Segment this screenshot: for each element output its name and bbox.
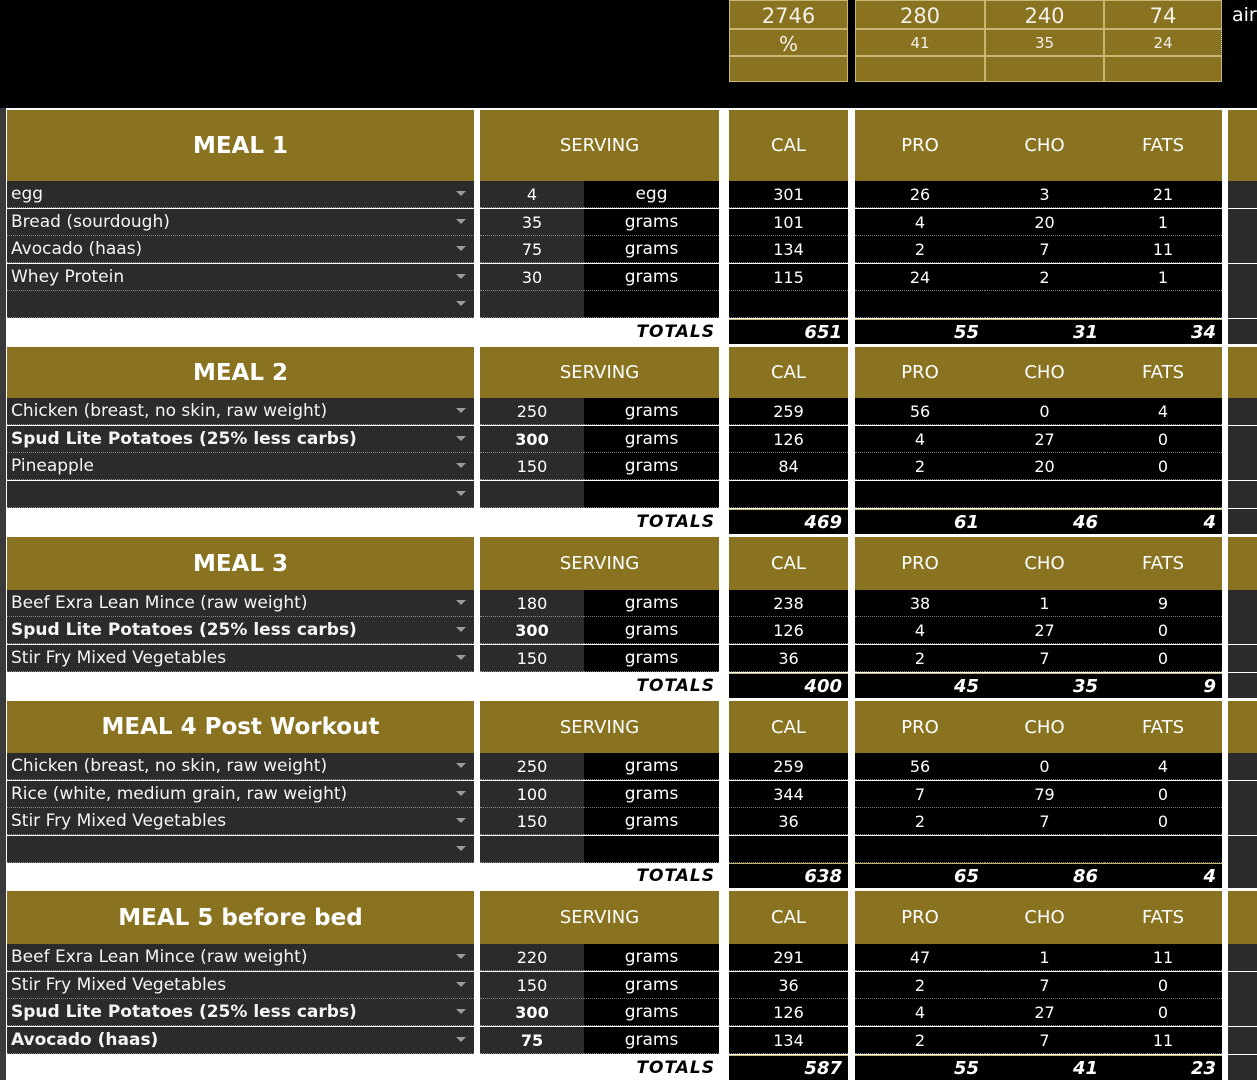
unit-cell: egg <box>584 181 719 208</box>
meal-title: MEAL 5 before bed <box>7 891 474 944</box>
row-edge <box>1228 808 1257 835</box>
quantity-input[interactable]: 150 <box>480 453 584 480</box>
cal-value: 126 <box>729 999 848 1026</box>
totals-spacer <box>7 863 480 888</box>
row-edge <box>1228 836 1257 863</box>
chevron-down-icon[interactable] <box>456 219 466 224</box>
food-select[interactable] <box>7 481 474 508</box>
cal-total: 651 <box>729 319 848 344</box>
fats-value: 21 <box>1104 181 1222 208</box>
quantity-input[interactable]: 300 <box>480 426 584 453</box>
food-select[interactable]: Spud Lite Potatoes (25% less carbs) <box>7 426 474 453</box>
fats-header: FATS <box>1104 701 1222 753</box>
cho-value <box>985 291 1104 318</box>
cho-total: 35 <box>985 673 1104 698</box>
quantity-input[interactable]: 300 <box>480 617 584 644</box>
unit-cell <box>584 836 719 863</box>
row-edge <box>1228 236 1257 263</box>
fats-value: 9 <box>1104 590 1222 617</box>
quantity-input[interactable]: 150 <box>480 645 584 672</box>
unit-cell: grams <box>584 972 719 999</box>
cal-value: 134 <box>729 1027 848 1054</box>
cal-value: 134 <box>729 236 848 263</box>
pro-value: 56 <box>855 398 985 425</box>
cal-total: 587 <box>729 1055 848 1080</box>
totals-edge <box>1228 509 1257 534</box>
quantity-input[interactable]: 30 <box>480 264 584 291</box>
food-select[interactable]: Rice (white, medium grain, raw weight) <box>7 781 474 808</box>
column-gutter <box>848 108 855 1080</box>
pro-header: PRO <box>855 110 985 181</box>
chevron-down-icon[interactable] <box>456 846 466 851</box>
chevron-down-icon[interactable] <box>456 491 466 496</box>
protein-percent: 41 <box>855 29 985 56</box>
chevron-down-icon[interactable] <box>456 191 466 196</box>
meal-title: MEAL 1 <box>7 110 474 181</box>
quantity-input[interactable]: 300 <box>480 999 584 1026</box>
header-edge <box>1228 347 1257 398</box>
cal-header: CAL <box>729 891 848 944</box>
fats-value: 0 <box>1104 617 1222 644</box>
fats-total: 23 <box>1104 1055 1222 1080</box>
food-select[interactable]: Bread (sourdough) <box>7 209 474 236</box>
cho-value: 7 <box>985 808 1104 835</box>
pro-value: 24 <box>855 264 985 291</box>
cal-total: 638 <box>729 863 848 888</box>
cal-value: 259 <box>729 753 848 780</box>
cal-value: 36 <box>729 645 848 672</box>
unit-cell: grams <box>584 590 719 617</box>
unit-cell: grams <box>584 999 719 1026</box>
totals-label: TOTALS <box>480 673 719 698</box>
row-edge <box>1228 645 1257 672</box>
pro-value <box>855 836 985 863</box>
quantity-input[interactable]: 4 <box>480 181 584 208</box>
header-edge <box>1228 701 1257 753</box>
fats-value: 0 <box>1104 426 1222 453</box>
row-edge <box>1228 209 1257 236</box>
unit-cell: grams <box>584 264 719 291</box>
food-select[interactable]: Whey Protein <box>7 264 474 291</box>
left-border <box>0 108 6 1080</box>
unit-cell: grams <box>584 753 719 780</box>
pro-value <box>855 481 985 508</box>
row-edge <box>1228 481 1257 508</box>
pro-value: 2 <box>855 645 985 672</box>
pro-value: 2 <box>855 453 985 480</box>
pro-value: 2 <box>855 1027 985 1054</box>
unit-cell: grams <box>584 426 719 453</box>
cho-value: 20 <box>985 453 1104 480</box>
pro-value: 26 <box>855 181 985 208</box>
cho-value: 0 <box>985 753 1104 780</box>
total-calories: 2746 <box>729 0 848 29</box>
quantity-input[interactable]: 220 <box>480 944 584 971</box>
chevron-down-icon[interactable] <box>456 954 466 959</box>
summary-empty-cell <box>855 56 985 82</box>
row-edge <box>1228 753 1257 780</box>
fats-value <box>1104 836 1222 863</box>
row-edge <box>1228 999 1257 1026</box>
fats-value <box>1104 291 1222 318</box>
column-gutter <box>474 108 480 1080</box>
fats-value <box>1104 481 1222 508</box>
unit-cell: grams <box>584 398 719 425</box>
food-select[interactable]: Chicken (breast, no skin, raw weight) <box>7 398 474 425</box>
pro-value: 2 <box>855 236 985 263</box>
unit-cell <box>584 291 719 318</box>
header-edge <box>1228 110 1257 181</box>
serving-header: SERVING <box>480 701 719 753</box>
fats-header: FATS <box>1104 347 1222 398</box>
fats-value: 1 <box>1104 209 1222 236</box>
cho-value: 1 <box>985 590 1104 617</box>
fats-percent: 24 <box>1104 29 1222 56</box>
quantity-input[interactable]: 250 <box>480 398 584 425</box>
totals-label: TOTALS <box>480 863 719 888</box>
fats-total: 4 <box>1104 509 1222 534</box>
cho-value: 7 <box>985 972 1104 999</box>
cho-value: 7 <box>985 645 1104 672</box>
food-select[interactable]: Spud Lite Potatoes (25% less carbs) <box>7 617 474 644</box>
chevron-down-icon[interactable] <box>456 301 466 306</box>
cho-value: 27 <box>985 617 1104 644</box>
food-select[interactable]: Avocado (haas) <box>7 236 474 263</box>
chevron-down-icon[interactable] <box>456 463 466 468</box>
chevron-down-icon[interactable] <box>456 436 466 441</box>
chevron-down-icon[interactable] <box>456 408 466 413</box>
cho-total: 31 <box>985 319 1104 344</box>
serving-header: SERVING <box>480 110 719 181</box>
food-select[interactable]: egg <box>7 181 474 208</box>
cal-value <box>729 836 848 863</box>
summary-empty-cell <box>1104 56 1222 82</box>
chevron-down-icon[interactable] <box>456 1009 466 1014</box>
cal-value: 36 <box>729 972 848 999</box>
pro-header: PRO <box>855 701 985 753</box>
chevron-down-icon[interactable] <box>456 791 466 796</box>
cho-value: 27 <box>985 426 1104 453</box>
cal-value: 259 <box>729 398 848 425</box>
cal-header: CAL <box>729 537 848 590</box>
cal-value: 101 <box>729 209 848 236</box>
unit-cell: grams <box>584 645 719 672</box>
pro-total: 55 <box>855 1055 985 1080</box>
chevron-down-icon[interactable] <box>456 818 466 823</box>
quantity-input[interactable]: 150 <box>480 808 584 835</box>
quantity-input[interactable] <box>480 836 584 863</box>
pro-value <box>855 291 985 318</box>
quantity-input[interactable]: 150 <box>480 972 584 999</box>
cho-value: 1 <box>985 944 1104 971</box>
row-edge <box>1228 453 1257 480</box>
quantity-input[interactable]: 180 <box>480 590 584 617</box>
pro-value: 4 <box>855 999 985 1026</box>
fats-value: 11 <box>1104 236 1222 263</box>
fats-value: 0 <box>1104 972 1222 999</box>
totals-spacer <box>7 673 480 698</box>
cho-value: 2 <box>985 264 1104 291</box>
fats-header: FATS <box>1104 891 1222 944</box>
cal-total: 400 <box>729 673 848 698</box>
cho-value: 79 <box>985 781 1104 808</box>
cal-value: 344 <box>729 781 848 808</box>
quantity-input[interactable] <box>480 291 584 318</box>
cal-value: 115 <box>729 264 848 291</box>
total-carbs: 240 <box>985 0 1104 29</box>
pro-header: PRO <box>855 891 985 944</box>
pro-value: 56 <box>855 753 985 780</box>
column-gutter <box>719 108 729 1080</box>
cho-header: CHO <box>985 347 1104 398</box>
chevron-down-icon[interactable] <box>456 274 466 279</box>
cho-value: 3 <box>985 181 1104 208</box>
cho-value <box>985 836 1104 863</box>
pro-value: 2 <box>855 808 985 835</box>
cho-header: CHO <box>985 701 1104 753</box>
column-gutter <box>1222 108 1228 1080</box>
cal-value: 291 <box>729 944 848 971</box>
pro-value: 4 <box>855 426 985 453</box>
unit-cell: grams <box>584 617 719 644</box>
cal-value: 238 <box>729 590 848 617</box>
fats-value: 0 <box>1104 645 1222 672</box>
cho-total: 41 <box>985 1055 1104 1080</box>
unit-cell: grams <box>584 1027 719 1054</box>
row-edge <box>1228 617 1257 644</box>
fats-total: 9 <box>1104 673 1222 698</box>
totals-edge <box>1228 319 1257 344</box>
food-select[interactable] <box>7 291 474 318</box>
meal-title: MEAL 3 <box>7 537 474 590</box>
fats-header: FATS <box>1104 537 1222 590</box>
fats-value: 4 <box>1104 398 1222 425</box>
totals-label: TOTALS <box>480 509 719 534</box>
cho-header: CHO <box>985 537 1104 590</box>
cal-value: 301 <box>729 181 848 208</box>
totals-edge <box>1228 1055 1257 1080</box>
fats-total: 4 <box>1104 863 1222 888</box>
cal-header: CAL <box>729 701 848 753</box>
percent-label: % <box>729 29 848 56</box>
pro-value: 4 <box>855 209 985 236</box>
unit-cell <box>584 481 719 508</box>
cal-header: CAL <box>729 347 848 398</box>
quantity-input[interactable]: 250 <box>480 753 584 780</box>
fats-header: FATS <box>1104 110 1222 181</box>
pro-value: 4 <box>855 617 985 644</box>
totals-spacer <box>7 319 480 344</box>
row-edge <box>1228 944 1257 971</box>
cho-header: CHO <box>985 110 1104 181</box>
row-edge <box>1228 972 1257 999</box>
chevron-down-icon[interactable] <box>456 627 466 632</box>
pro-value: 38 <box>855 590 985 617</box>
fats-value: 0 <box>1104 999 1222 1026</box>
total-protein: 280 <box>855 0 985 29</box>
food-select[interactable] <box>7 836 474 863</box>
quantity-input[interactable]: 100 <box>480 781 584 808</box>
fats-value: 4 <box>1104 753 1222 780</box>
cho-total: 86 <box>985 863 1104 888</box>
unit-cell: grams <box>584 808 719 835</box>
row-edge <box>1228 781 1257 808</box>
cal-value: 126 <box>729 617 848 644</box>
pro-header: PRO <box>855 347 985 398</box>
row-edge <box>1228 398 1257 425</box>
unit-cell: grams <box>584 209 719 236</box>
serving-header: SERVING <box>480 537 719 590</box>
header-edge <box>1228 537 1257 590</box>
food-select[interactable]: Stir Fry Mixed Vegetables <box>7 972 474 999</box>
pro-value: 47 <box>855 944 985 971</box>
cho-total: 46 <box>985 509 1104 534</box>
meal-title: MEAL 4 Post Workout <box>7 701 474 753</box>
overflow-text: air <box>1232 4 1257 26</box>
chevron-down-icon[interactable] <box>456 600 466 605</box>
fats-value: 0 <box>1104 453 1222 480</box>
pro-total: 55 <box>855 319 985 344</box>
food-select[interactable]: Spud Lite Potatoes (25% less carbs) <box>7 999 474 1026</box>
cal-value <box>729 481 848 508</box>
fats-value: 1 <box>1104 264 1222 291</box>
fats-value: 11 <box>1104 1027 1222 1054</box>
quantity-input[interactable]: 35 <box>480 209 584 236</box>
row-edge <box>1228 264 1257 291</box>
cho-value: 0 <box>985 398 1104 425</box>
meal-title: MEAL 2 <box>7 347 474 398</box>
cal-value <box>729 291 848 318</box>
cho-value: 27 <box>985 999 1104 1026</box>
cal-value: 84 <box>729 453 848 480</box>
total-fats: 74 <box>1104 0 1222 29</box>
pro-value: 7 <box>855 781 985 808</box>
quantity-input[interactable]: 75 <box>480 236 584 263</box>
row-edge <box>1228 291 1257 318</box>
cho-value: 7 <box>985 1027 1104 1054</box>
food-select[interactable]: Chicken (breast, no skin, raw weight) <box>7 753 474 780</box>
cho-value <box>985 481 1104 508</box>
totals-edge <box>1228 863 1257 888</box>
fats-value: 11 <box>1104 944 1222 971</box>
unit-cell: grams <box>584 236 719 263</box>
row-edge <box>1228 1027 1257 1054</box>
pro-header: PRO <box>855 537 985 590</box>
row-edge <box>1228 181 1257 208</box>
pro-total: 65 <box>855 863 985 888</box>
row-edge <box>1228 426 1257 453</box>
food-select[interactable]: Pineapple <box>7 453 474 480</box>
unit-cell: grams <box>584 781 719 808</box>
quantity-input[interactable] <box>480 481 584 508</box>
food-select[interactable]: Stir Fry Mixed Vegetables <box>7 808 474 835</box>
chevron-down-icon[interactable] <box>456 655 466 660</box>
serving-header: SERVING <box>480 347 719 398</box>
food-select[interactable]: Beef Exra Lean Mince (raw weight) <box>7 590 474 617</box>
unit-cell: grams <box>584 944 719 971</box>
totals-label: TOTALS <box>480 319 719 344</box>
totals-label: TOTALS <box>480 1055 719 1080</box>
cal-total: 469 <box>729 509 848 534</box>
unit-cell: grams <box>584 453 719 480</box>
serving-header: SERVING <box>480 891 719 944</box>
cho-header: CHO <box>985 891 1104 944</box>
cho-value: 7 <box>985 236 1104 263</box>
pro-total: 45 <box>855 673 985 698</box>
pro-total: 61 <box>855 509 985 534</box>
summary-empty-cell <box>729 56 848 82</box>
carbs-percent: 35 <box>985 29 1104 56</box>
fats-value: 0 <box>1104 781 1222 808</box>
cal-value: 126 <box>729 426 848 453</box>
cal-value: 36 <box>729 808 848 835</box>
header-edge <box>1228 891 1257 944</box>
cal-header: CAL <box>729 110 848 181</box>
pro-value: 2 <box>855 972 985 999</box>
quantity-input[interactable]: 75 <box>480 1027 584 1054</box>
chevron-down-icon[interactable] <box>456 1037 466 1042</box>
row-edge <box>1228 590 1257 617</box>
totals-spacer <box>7 509 480 534</box>
totals-edge <box>1228 673 1257 698</box>
food-select[interactable]: Stir Fry Mixed Vegetables <box>7 645 474 672</box>
summary-empty-cell <box>985 56 1104 82</box>
chevron-down-icon[interactable] <box>456 246 466 251</box>
cho-value: 20 <box>985 209 1104 236</box>
chevron-down-icon[interactable] <box>456 982 466 987</box>
food-select[interactable]: Avocado (haas) <box>7 1027 474 1054</box>
food-select[interactable]: Beef Exra Lean Mince (raw weight) <box>7 944 474 971</box>
fats-value: 0 <box>1104 808 1222 835</box>
chevron-down-icon[interactable] <box>456 763 466 768</box>
totals-spacer <box>7 1055 480 1080</box>
fats-total: 34 <box>1104 319 1222 344</box>
